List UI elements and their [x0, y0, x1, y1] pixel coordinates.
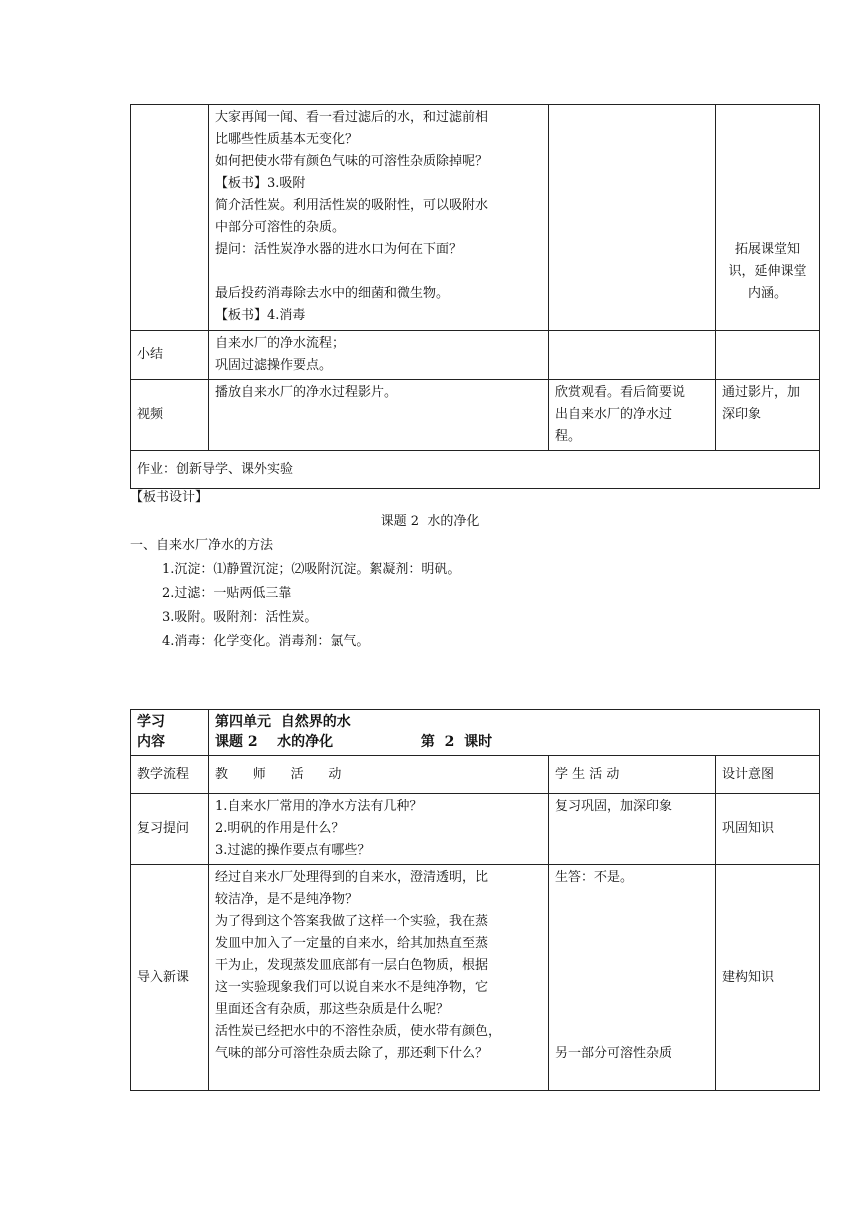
lesson-title: 课题 2 水的净化 第 2 课时: [215, 734, 493, 750]
board-item: 3.吸附。吸附剂：活性炭。: [162, 610, 318, 625]
text-line: 出自来水厂的净水过: [555, 407, 673, 422]
student-activity-cell: [549, 380, 716, 451]
text-line: 识，延伸课堂: [728, 264, 807, 279]
teacher-activity-cell: [209, 794, 549, 865]
text-line: 较洁净，是不是纯净物？: [215, 892, 359, 907]
design-intent-cell: [716, 331, 820, 380]
text-line: 经过自来水厂处理得到的自来水，澄清透明，比: [215, 870, 489, 885]
board-title: 课题 2 水的净化: [380, 514, 480, 529]
table-row: [131, 105, 820, 331]
text-line: 如何把使水带有颜色气味的可溶性杂质除掉呢？: [215, 154, 489, 169]
teacher-activity-cell: [209, 865, 549, 1091]
text-line: 活性炭已经把水中的不溶性杂质，使水带有颜色，: [215, 1024, 502, 1039]
teacher-activity-cell: 播放自来水厂的净水过程影片。: [209, 380, 549, 451]
design-intent-cell: [716, 105, 820, 331]
text-line: 大家再闻一闻、看一看过滤后的水，和过滤前相: [215, 110, 489, 125]
design-intent-cell: 建构知识: [716, 865, 820, 1091]
text-line: 2.明矾的作用是什么？: [215, 821, 345, 836]
design-intent-cell: [716, 380, 820, 451]
text-line: 中部分可溶性的杂质。: [215, 220, 346, 235]
text-line: 这一实验现象我们可以说自来水不是纯净物，它: [215, 980, 489, 995]
text-line: 比哪些性质基本无变化？: [215, 132, 359, 147]
text-line: 自来水厂的净水流程；: [215, 336, 346, 351]
column-header-flow: 教学流程: [131, 756, 209, 794]
text-line: 学习: [137, 714, 165, 730]
board-body: [130, 534, 460, 654]
board-section: 一、自来水厂净水的方法: [130, 538, 274, 553]
text-line: 通过影片，加: [722, 385, 801, 400]
unit-title: 第四单元 自然界的水: [215, 714, 351, 730]
text-line: 为了得到这个答案我做了这样一个实验，我在蒸: [215, 914, 489, 929]
board-item: 2.过滤：一贴两低三靠: [162, 586, 292, 601]
stage-cell: 导入新课: [131, 865, 209, 1091]
student-activity-cell: [549, 865, 716, 1091]
text-line: 巩固过滤操作要点。: [215, 358, 333, 373]
text-line: 气味的部分可溶性杂质去除了，那还剩下什么？: [215, 1046, 489, 1061]
text-line: 程。: [555, 429, 582, 444]
board-item: 1.沉淀：⑴静置沉淀；⑵吸附沉淀。絮凝剂：明矾。: [162, 562, 461, 577]
text-line: [215, 261, 542, 283]
text-line: 另一部分可溶性杂质: [555, 1046, 673, 1061]
text-line: 深印象: [722, 407, 762, 422]
text-line: 发皿中加入了一定量的自来水，给其加热直至蒸: [215, 936, 489, 951]
text-line: 内涵。: [747, 286, 787, 301]
text-line: 3.过滤的操作要点有哪些？: [215, 843, 371, 858]
table-row: [131, 865, 820, 1091]
text-line: 1.自来水厂常用的净水方法有几种？: [215, 799, 423, 814]
text-line: 【板书】3.吸附: [215, 176, 306, 191]
text-line: 欣赏观看。看后简要说: [555, 385, 686, 400]
student-activity-cell: [549, 105, 716, 331]
student-activity-cell: [549, 331, 716, 380]
stage-cell: 小结: [131, 331, 209, 380]
table-row: [131, 710, 820, 756]
table-row: [131, 380, 820, 451]
learning-content-value: [209, 710, 820, 756]
text-line: 【板书】4.消毒: [215, 308, 306, 323]
column-header-teacher: 教 师 活 动: [209, 756, 549, 794]
board-design-header: 【板书设计】: [130, 490, 209, 505]
table-row: [131, 794, 820, 865]
text-line: 拓展课堂知: [734, 242, 800, 257]
stage-cell: 复习提问: [131, 794, 209, 865]
table-row: [131, 451, 820, 489]
table-row: [131, 756, 820, 794]
learning-content-label: [131, 710, 209, 756]
student-activity-cell: 复习巩固，加深印象: [549, 794, 716, 865]
column-header-intent: 设计意图: [716, 756, 820, 794]
stage-cell: 视频: [131, 380, 209, 451]
lesson-table-continued: [130, 104, 820, 489]
text-line: 最后投药消毒除去水中的细菌和微生物。: [215, 286, 450, 301]
design-intent-cell: 巩固知识: [716, 794, 820, 865]
text-line: 提问：活性炭净水器的进水口为何在下面？: [215, 242, 463, 257]
text-line: 干为止，发现蒸发皿底部有一层白色物质，根据: [215, 958, 489, 973]
board-item: 4.消毒：化学变化。消毒剂：氯气。: [162, 634, 370, 649]
lesson-table: [130, 709, 820, 1091]
teacher-activity-cell: [209, 105, 549, 331]
table-row: [131, 331, 820, 380]
text-line: 里面还含有杂质，那这些杂质是什么呢？: [215, 1002, 450, 1017]
text-line: 简介活性炭。利用活性炭的吸附性，可以吸附水: [215, 198, 489, 213]
stage-cell-empty: [131, 105, 209, 331]
teacher-activity-cell: [209, 331, 549, 380]
text-line: 生答：不是。: [555, 870, 634, 885]
text-line: 内容: [137, 734, 165, 750]
homework-cell: 作业：创新导学、课外实验: [131, 451, 820, 489]
column-header-student: 学 生 活 动: [549, 756, 716, 794]
